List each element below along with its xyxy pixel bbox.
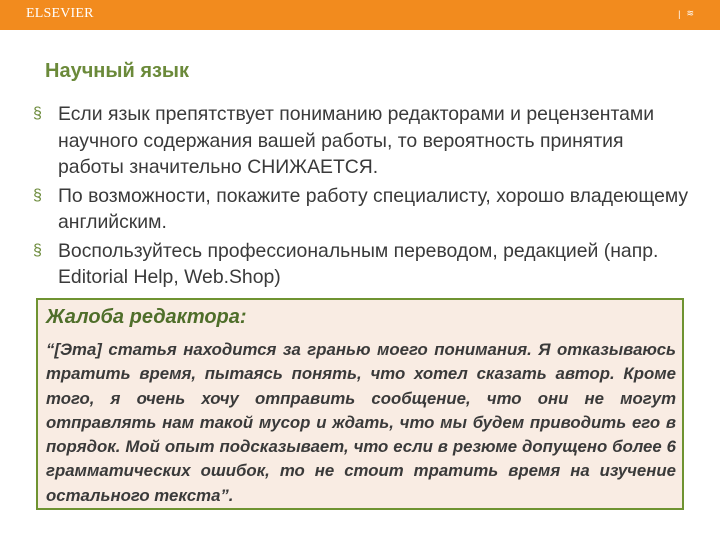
header-marks <box>678 8 694 19</box>
complaint-title: Жалоба редактора: <box>46 306 247 328</box>
bullet-text: Если язык препятствует пониманию редакторами и рецензентами научного содержания вашей работы, то вероятность принятия работы значительно СНИЖАЕТСЯ. <box>58 103 655 178</box>
header-bar <box>0 0 720 30</box>
square-bullet-icon: § <box>33 186 42 204</box>
elsevier-logo: ELSEVIER <box>26 6 94 21</box>
editor-complaint-box <box>36 298 684 510</box>
bullet-text: По возможности, покажите работу специалисту, хорошо владеющему английским. <box>58 184 689 233</box>
bullet-text: Воспользуйтесь профессиональным переводом, редакцией (напр. Editorial Help, Web.Shop) <box>58 239 659 288</box>
complaint-quote: “[Эта] статья находится за гранью моего понимания. Я отказываюсь тратить время, пытаясь понять, что хотел сказать автор. Кроме того, я очень хочу отправить сообщение, что они не могут отправлять нам такой мусор и ждать, что мы будем приводить его в порядок. Мой опыт подсказывает, что если в резюме допущено более 6 грамматических ошибок, то не стоит тратить время на изучение остального текста”. <box>46 340 676 505</box>
slide-title: Научный язык <box>45 60 190 82</box>
bullet-list <box>33 101 693 293</box>
list-item <box>33 183 693 236</box>
separator-mark: | <box>678 8 681 19</box>
square-bullet-icon: § <box>33 241 42 259</box>
square-bullet-icon: § <box>33 105 42 122</box>
list-item <box>33 101 693 181</box>
slide-mark-icon: ≋ <box>686 8 694 18</box>
list-item <box>33 238 693 291</box>
